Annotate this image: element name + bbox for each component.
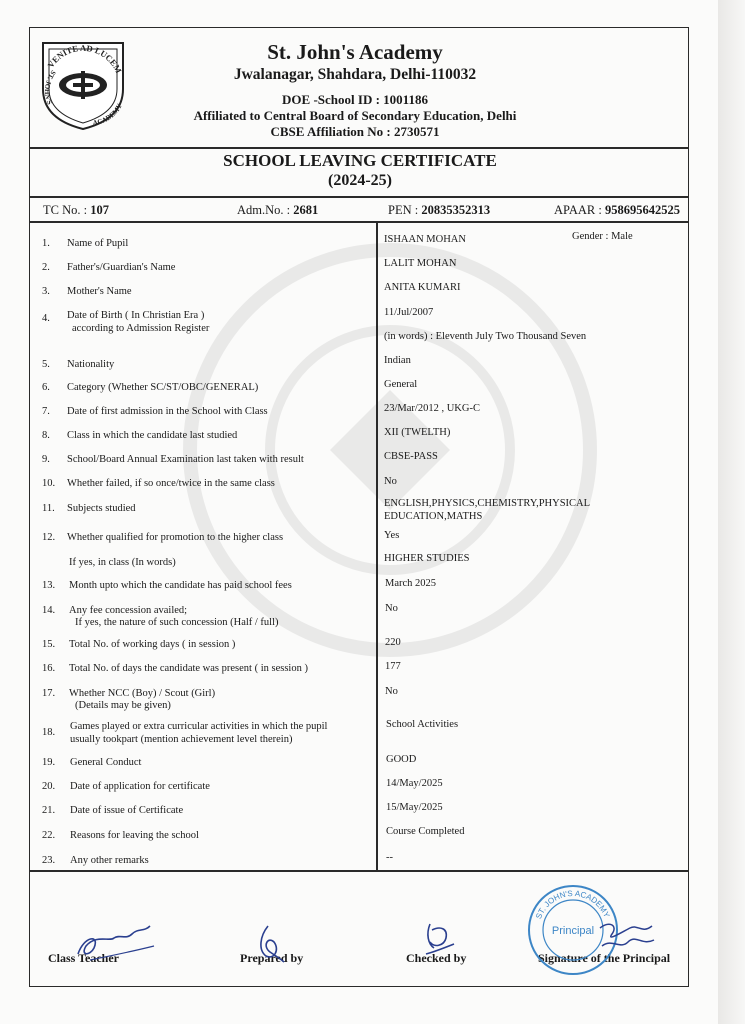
- row-label: Class in which the candidate last studied: [67, 430, 238, 441]
- row-value: XII (TWELTH): [384, 427, 451, 438]
- row-label: Date of Birth ( In Christian Era ): [67, 310, 205, 321]
- title-divider: [29, 196, 689, 198]
- row-number: 18.: [42, 727, 56, 738]
- row-label-cont: usually tookpart (mention achievement level therein): [70, 734, 293, 745]
- row-value: No: [384, 476, 397, 487]
- checked-by-label: Checked by: [406, 951, 467, 965]
- row-value-cont: (in words) : Eleventh July Two Thousand Seven: [384, 331, 587, 342]
- apaar-value: 958695642525: [604, 203, 680, 217]
- row-label: Whether failed, if so once/twice in the same class: [67, 478, 275, 489]
- row-value: 23/Mar/2012 , UKG-C: [384, 403, 480, 414]
- row-number: 3.: [42, 286, 50, 297]
- tc-value: 107: [90, 203, 109, 217]
- row-label: Date of application for certificate: [70, 781, 210, 792]
- row-label: Whether qualified for promotion to the higher class: [67, 532, 284, 543]
- row-label: Nationality: [67, 359, 115, 370]
- row-label-cont: If yes, in class (In words): [69, 557, 176, 568]
- row-number: 9.: [42, 454, 50, 465]
- row-value-cont: HIGHER STUDIES: [384, 553, 470, 564]
- row-number: 2.: [42, 262, 50, 273]
- row-value: Course Completed: [386, 826, 465, 837]
- checked-by-signature: [418, 918, 458, 958]
- row-label-cont: according to Admission Register: [72, 323, 210, 334]
- row-value: --: [386, 852, 393, 863]
- row-label: Total No. of days the candidate was present ( in session ): [69, 663, 308, 674]
- row-number: 11.: [42, 503, 55, 514]
- row-value: General: [384, 379, 418, 390]
- row-label: School/Board Annual Examination last taken with result: [67, 454, 304, 465]
- row-number: 19.: [42, 757, 56, 768]
- info-divider: [29, 221, 689, 223]
- column-divider: [376, 221, 378, 871]
- row-label: Reasons for leaving the school: [70, 830, 199, 841]
- row-label: Whether NCC (Boy) / Scout (Girl): [69, 688, 216, 699]
- affiliation-line: Affiliated to Central Board of Secondary Education, Delhi: [193, 108, 517, 123]
- row-value: LALIT MOHAN: [384, 258, 457, 269]
- row-value: 177: [385, 661, 401, 672]
- row-value: ENGLISH,PHYSICS,CHEMISTRY,PHYSICAL: [384, 498, 591, 509]
- school-logo-icon: [35, 37, 131, 133]
- tc-label: TC No. :: [43, 203, 88, 217]
- table-bottom-divider: [29, 870, 689, 872]
- row-value: No: [385, 686, 398, 697]
- school-address: Jwalanagar, Shahdara, Delhi-110032: [233, 66, 477, 83]
- row-label: Any fee concession availed;: [69, 605, 188, 616]
- row-value: 11/Jul/2007: [384, 307, 434, 318]
- row-label: Name of Pupil: [67, 238, 129, 249]
- row-value: 15/May/2025: [386, 802, 443, 813]
- svg-text:VENITE AD LUCEM: VENITE AD LUCEM: [45, 42, 124, 75]
- row-number: 17.: [42, 688, 56, 699]
- row-number: 23.: [42, 855, 56, 866]
- row-label: Date of first admission in the School with Class: [67, 406, 268, 417]
- row-number: 22.: [42, 830, 56, 841]
- class-teacher-signature: [70, 916, 160, 966]
- svg-text:ACADEMY: ACADEMY: [92, 102, 124, 128]
- header-divider: [29, 147, 689, 149]
- row-number: 10.: [42, 478, 56, 489]
- tc-number: [43, 203, 109, 218]
- principal-signature-label: Signature of the Principal: [538, 951, 671, 965]
- row-value: Indian: [384, 355, 411, 366]
- certificate-title: SCHOOL LEAVING CERTIFICATE: [223, 151, 497, 170]
- row-value: GOOD: [386, 754, 417, 765]
- row-value: 220: [385, 637, 401, 648]
- doe-school-id: DOE -School ID : 1001186: [282, 92, 428, 107]
- row-number: 8.: [42, 430, 50, 441]
- class-teacher-label: Class Teacher: [48, 951, 120, 965]
- prepared-by-signature: [250, 922, 290, 964]
- row-label: Father's/Guardian's Name: [67, 262, 176, 273]
- principal-signature: [596, 916, 658, 956]
- row-number: 4.: [42, 313, 50, 324]
- prepared-by-label: Prepared by: [240, 951, 304, 965]
- row-number: 7.: [42, 406, 50, 417]
- row-label: Total No. of working days ( in session ): [69, 639, 236, 650]
- row-label: Any other remarks: [70, 855, 149, 866]
- cbse-affiliation: CBSE Affiliation No : 2730571: [270, 124, 440, 139]
- admission-number: [237, 203, 318, 218]
- row-label-cont: If yes, the nature of such concession (Half / full): [75, 617, 279, 628]
- gender-field: Gender : Male: [572, 231, 633, 242]
- row-number: 6.: [42, 382, 50, 393]
- row-number: 21.: [42, 805, 56, 816]
- row-label: Subjects studied: [67, 503, 136, 514]
- adm-value: 2681: [293, 203, 319, 217]
- row-number: 12.: [42, 532, 56, 543]
- row-label: Date of issue of Certificate: [70, 805, 184, 816]
- row-label: Month upto which the candidate has paid school fees: [69, 580, 292, 591]
- row-number: 14.: [42, 605, 56, 616]
- row-value: Yes: [384, 530, 400, 541]
- row-label: Games played or extra curricular activities in which the pupil: [70, 721, 328, 732]
- apaar-number: [554, 203, 680, 218]
- row-number: 15.: [42, 639, 56, 650]
- page-edge-shadow: [718, 0, 745, 1024]
- stamp-center-text: Principal: [551, 925, 595, 937]
- row-label: Category (Whether SC/ST/OBC/GENERAL): [67, 382, 259, 393]
- row-number: 16.: [42, 663, 56, 674]
- row-number: 20.: [42, 781, 56, 792]
- row-label: General Conduct: [70, 757, 142, 768]
- certificate-session: (2024-25): [328, 172, 392, 189]
- row-value: ANITA KUMARI: [384, 282, 461, 293]
- row-value: No: [385, 603, 398, 614]
- pen-number: [388, 203, 490, 218]
- row-label-cont: (Details may be given): [75, 700, 171, 711]
- row-label: Mother's Name: [67, 286, 132, 297]
- apaar-label: APAAR :: [554, 203, 602, 217]
- row-number: 5.: [42, 359, 50, 370]
- pen-label: PEN :: [388, 203, 419, 217]
- pen-value: 20835352313: [421, 203, 491, 217]
- row-value: March 2025: [385, 578, 437, 589]
- row-number: 1.: [42, 238, 50, 249]
- adm-label: Adm.No. :: [237, 203, 291, 217]
- row-value: School Activities: [386, 719, 459, 730]
- row-value: ISHAAN MOHAN: [384, 234, 466, 245]
- school-name: St. John's Academy: [267, 40, 443, 64]
- svg-text:ST. JOHN'S: ST. JOHN'S: [43, 68, 58, 106]
- row-value-cont: EDUCATION,MATHS: [384, 511, 483, 522]
- stamp-ring-text: ST. JOHN'S ACADEMY: [534, 888, 612, 921]
- row-value: CBSE-PASS: [384, 451, 438, 462]
- row-value: 14/May/2025: [386, 778, 443, 789]
- row-number: 13.: [42, 580, 56, 591]
